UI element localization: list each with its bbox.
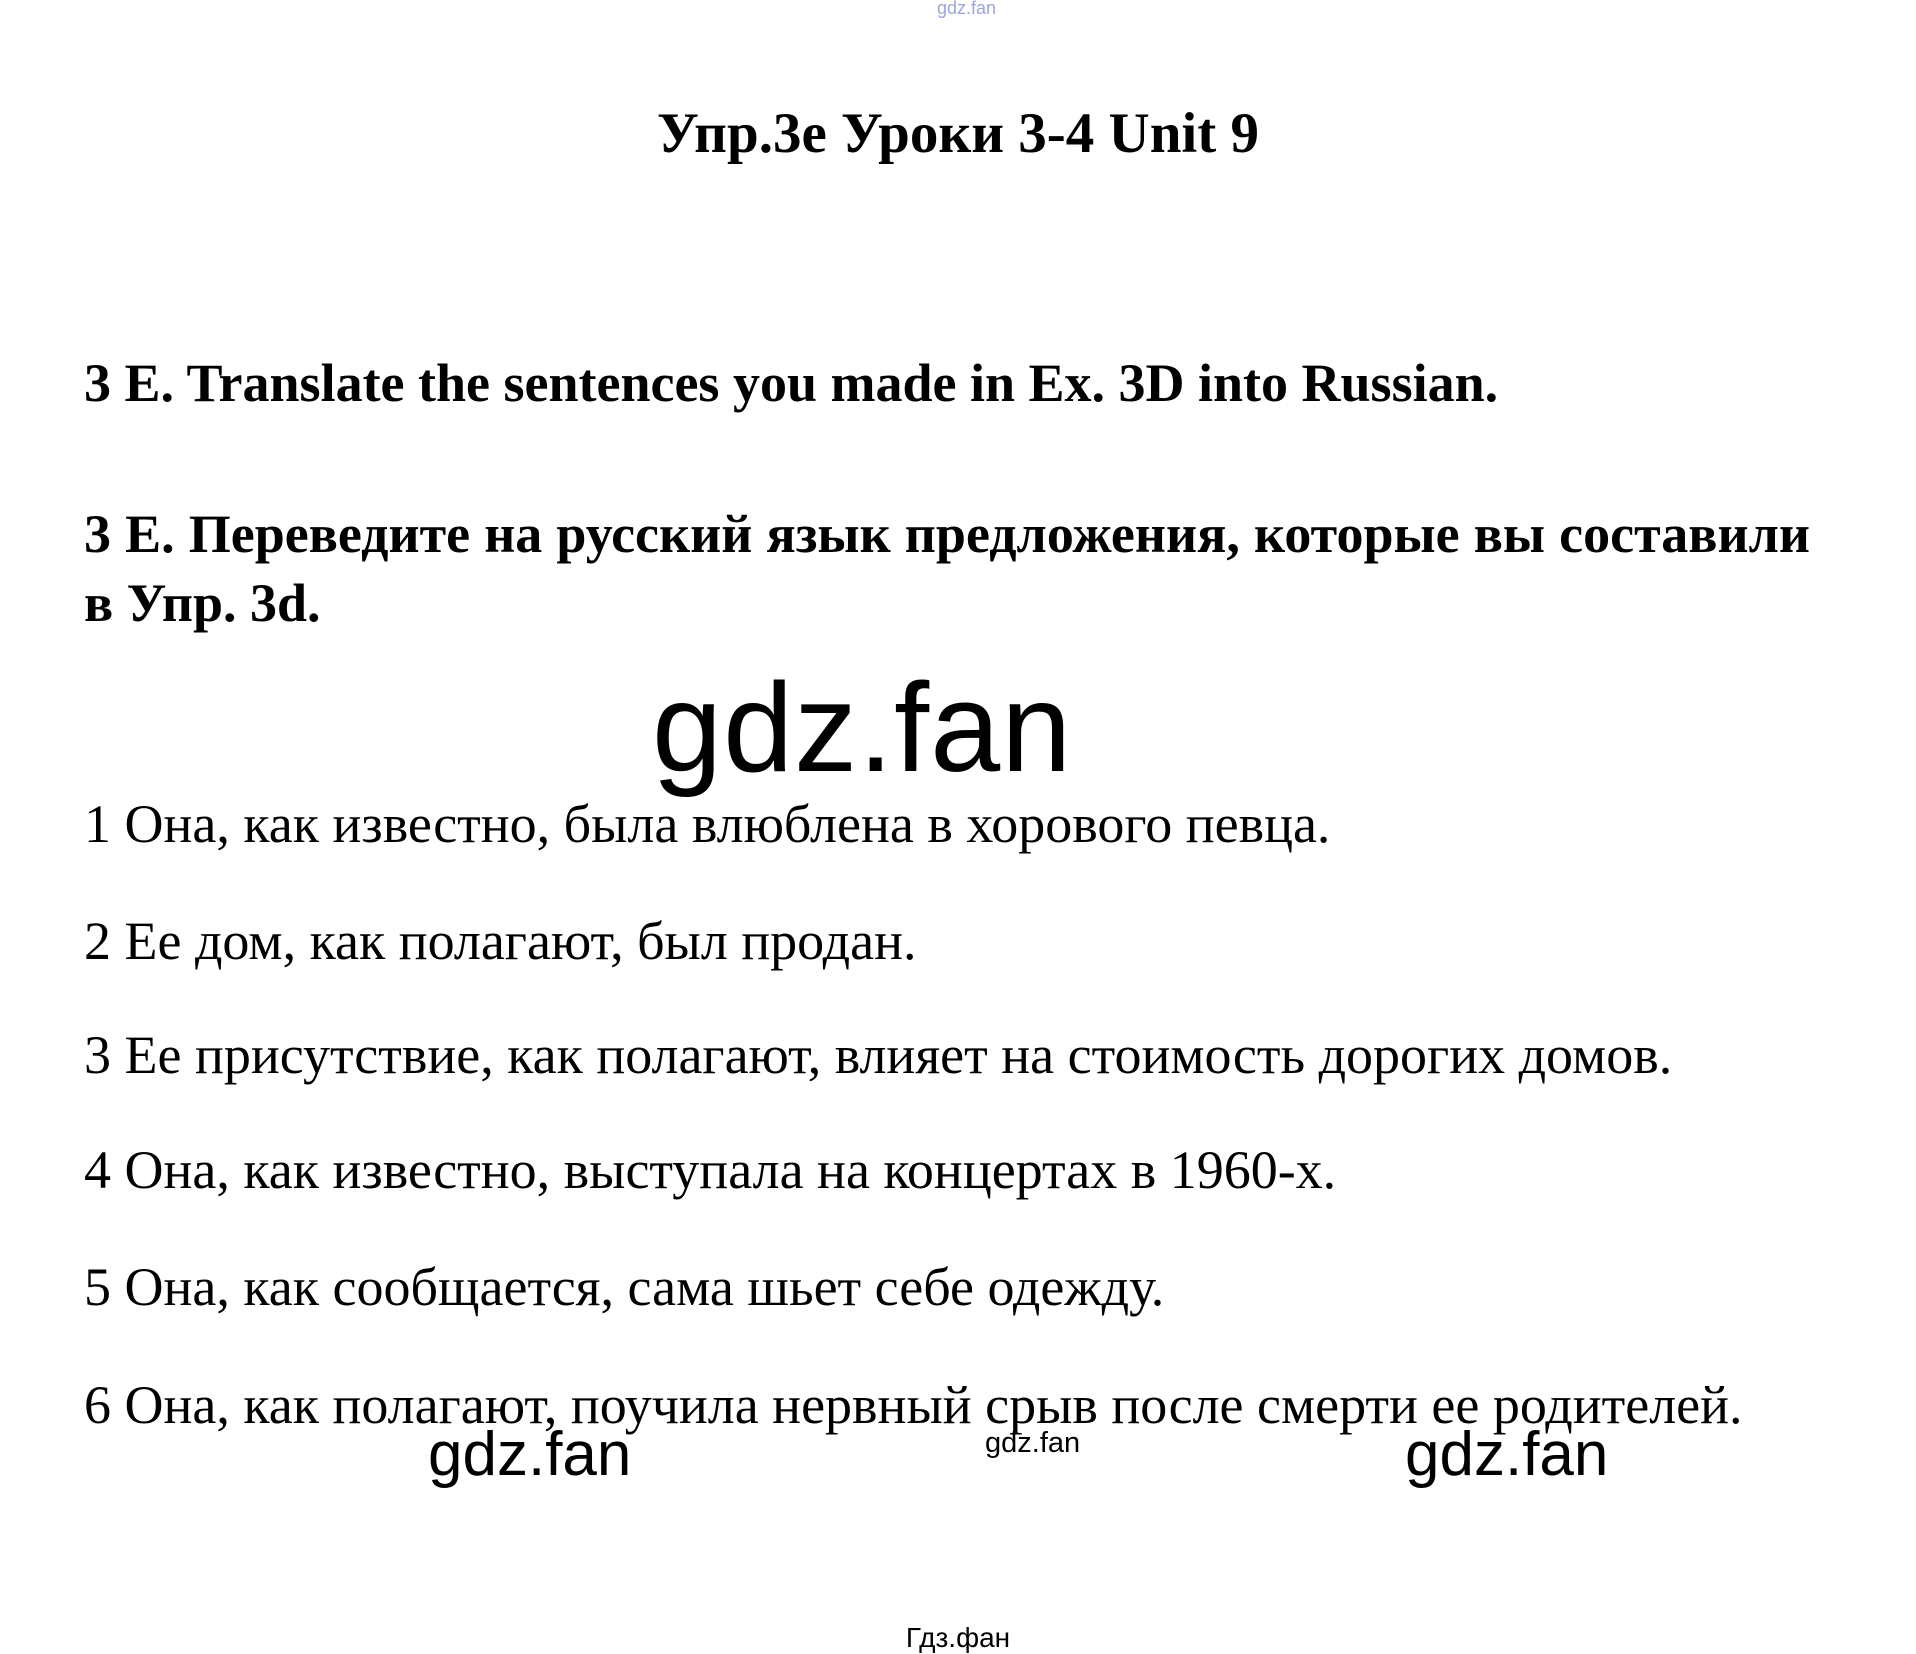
sentence-1: 1 Она, как известно, была влюблена в хорового певца. bbox=[84, 794, 1331, 854]
sentence-5: 5 Она, как сообщается, сама шьет себе одежду. bbox=[84, 1257, 1165, 1317]
watermark-footer: Гдз.фан bbox=[905, 1622, 1011, 1653]
watermark-small: gdz.fan bbox=[985, 1427, 1081, 1459]
instruction-russian: 3 Е. Переведите на русский язык предложения, которые вы составили в Упр. 3d. bbox=[84, 504, 1810, 633]
instruction-english: 3 E. Translate the sentences you made in Ex. 3D into Russian. bbox=[84, 353, 1499, 413]
page-title: Упр.3е Уроки 3-4 Unit 9 bbox=[657, 102, 1259, 165]
watermark-large: gdz.fan bbox=[652, 657, 1073, 798]
watermark-right: gdz.fan bbox=[1405, 1420, 1609, 1489]
watermark-top: gdz.fan bbox=[937, 0, 997, 18]
sentence-6: 6 Она, как полагают, поучила нервный срыв после смерти ее родителей. bbox=[84, 1375, 1743, 1435]
sentence-2: 2 Ее дом, как полагают, был продан. bbox=[84, 911, 917, 971]
sentence-3: 3 Ее присутствие, как полагают, влияет на стоимость дорогих домов. bbox=[84, 1025, 1673, 1085]
watermark-left: gdz.fan bbox=[428, 1420, 632, 1489]
sentence-4: 4 Она, как известно, выступала на концертах в 1960-х. bbox=[84, 1140, 1337, 1200]
